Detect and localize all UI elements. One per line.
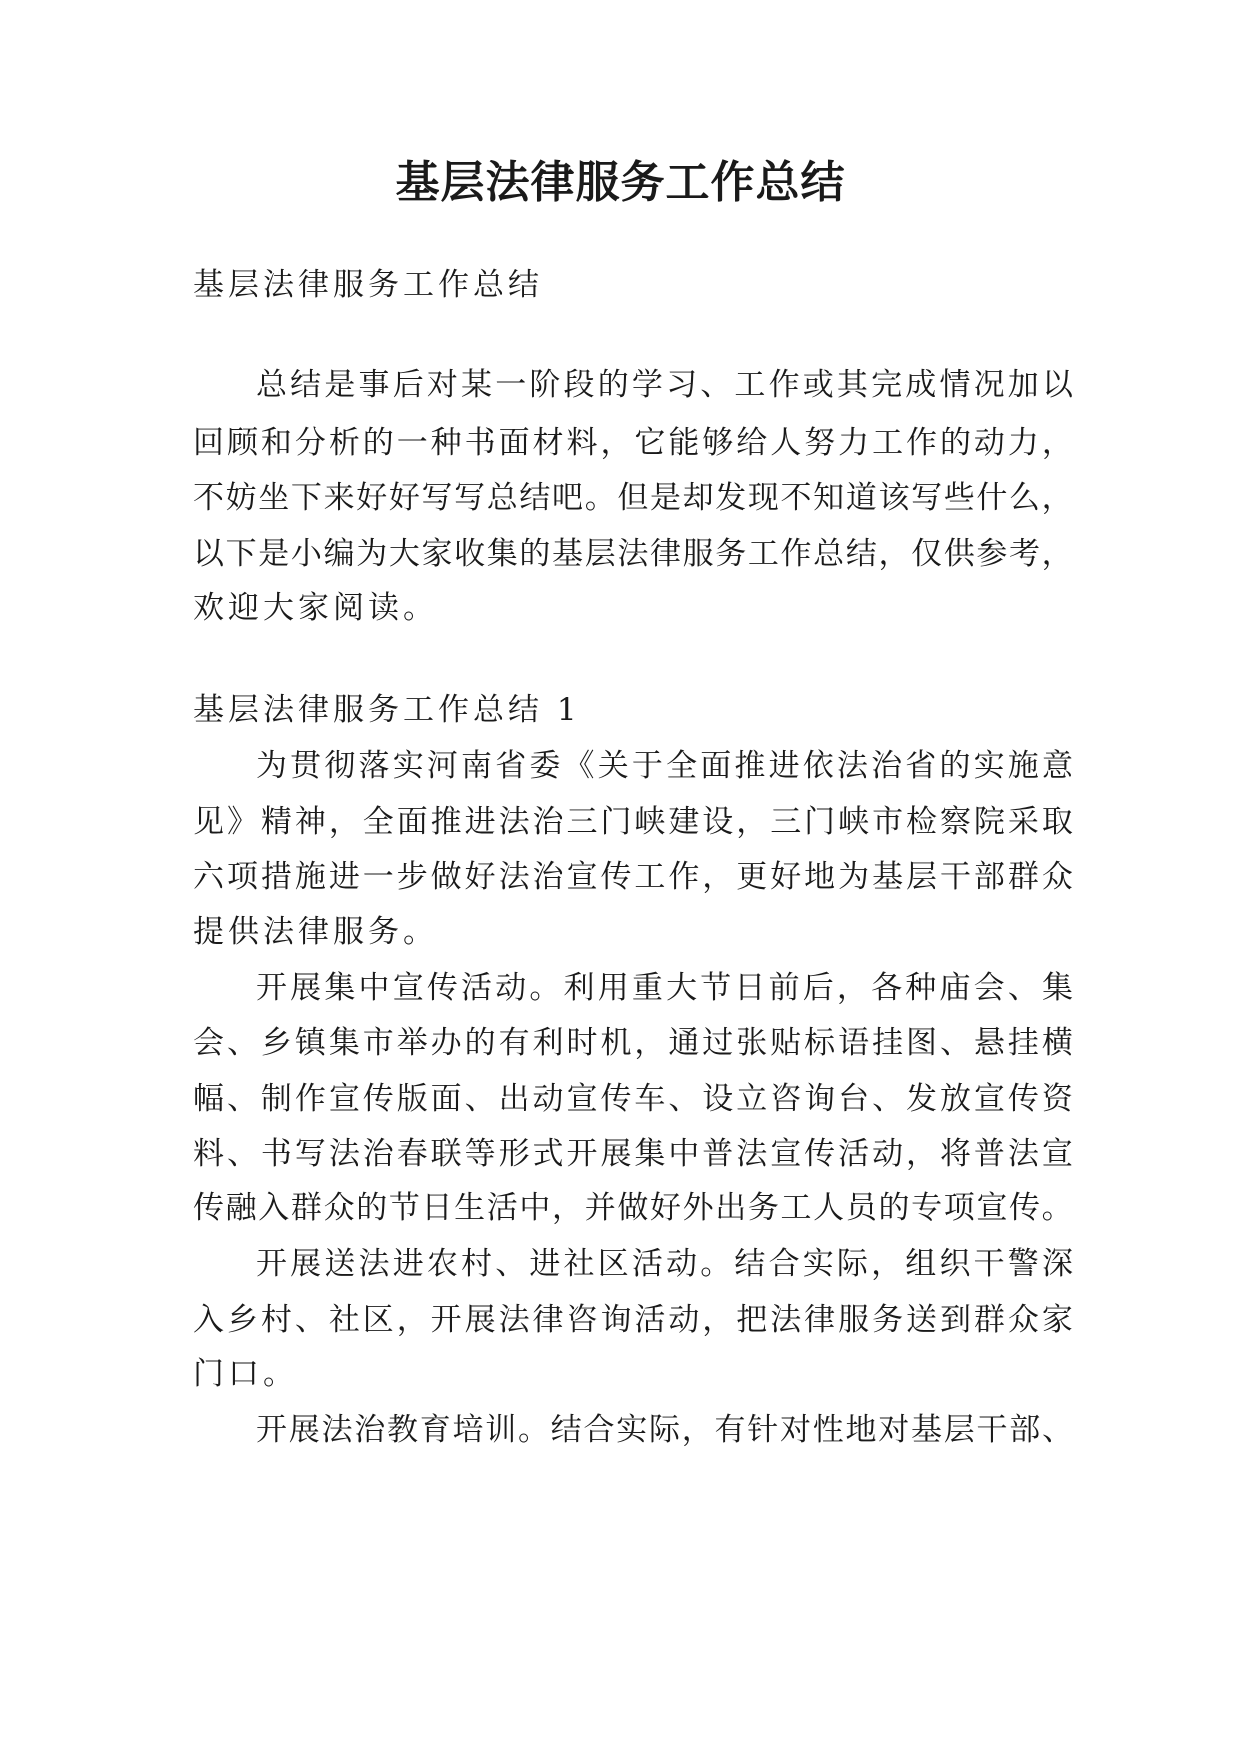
intro-line: 以 下 是 小 编 为 大 家 收 集 的 基 层 法 律 服 务 工 作 总 结 ， 仅 供 参 考 ，	[193, 536, 1073, 572]
intro-line: 回 顾 和 分 析 的 一 种 书 面 材 料 ， 它 能 够 给 人 努 力 工 作 的 动 力 ，	[193, 425, 1073, 461]
intro-line: 欢迎大家阅读。	[193, 590, 438, 626]
document-title: 基层法律服务工作总结	[395, 157, 846, 208]
paragraph-line: 开 展 法 治 教 育 培 训 。 结 合 实 际 ， 有 针 对 性 地 对 基 层 干 部 、	[256, 1412, 1073, 1448]
paragraph-line: 开 展 集 中 宣 传 活 动 。 利 用 重 大 节 日 前 后 ， 各 种 庙 会 、 集	[256, 970, 1073, 1006]
paragraph-line: 会 、 乡 镇 集 市 举 办 的 有 利 时 机 ， 通 过 张 贴 标 语 挂 图 、 悬 挂 横	[193, 1025, 1073, 1061]
paragraph-line: 为 贯 彻 落 实 河 南 省 委 《 关 于 全 面 推 进 依 法 治 省 的 实 施 意	[256, 748, 1073, 784]
paragraph-line: 见 》 精 神 ， 全 面 推 进 法 治 三 门 峡 建 设 ， 三 门 峡 市 检 察 院 采 取	[193, 804, 1073, 840]
paragraph-line: 幅 、 制 作 宣 传 版 面 、 出 动 宣 传 车 、 设 立 咨 询 台 、 发 放 宣 传 资	[193, 1081, 1073, 1117]
document-subtitle: 基层法律服务工作总结	[193, 267, 543, 303]
intro-line: 不 妨 坐 下 来 好 好 写 写 总 结 吧 。 但 是 却 发 现 不 知 道 该 写 些 什 么 ，	[193, 480, 1073, 516]
paragraph-line: 料 、 书 写 法 治 春 联 等 形 式 开 展 集 中 普 法 宣 传 活 动 ， 将 普 法 宣	[193, 1136, 1073, 1172]
section-heading: 基层法律服务工作总结 1	[193, 692, 581, 728]
paragraph-line: 门口。	[193, 1356, 298, 1392]
paragraph-line: 传 融 入 群 众 的 节 日 生 活 中 ， 并 做 好 外 出 务 工 人 员 的 专 项 宣 传 。	[193, 1190, 1073, 1226]
paragraph-line: 入 乡 村 、 社 区 ， 开 展 法 律 咨 询 活 动 ， 把 法 律 服 务 送 到 群 众 家	[193, 1302, 1073, 1338]
paragraph-line: 六 项 措 施 进 一 步 做 好 法 治 宣 传 工 作 ， 更 好 地 为 基 层 干 部 群 众	[193, 859, 1073, 895]
paragraph-line: 开 展 送 法 进 农 村 、 进 社 区 活 动 。 结 合 实 际 ， 组 织 干 警 深	[256, 1246, 1073, 1282]
intro-line: 总 结 是 事 后 对 某 一 阶 段 的 学 习 、 工 作 或 其 完 成 情 况 加 以	[256, 367, 1073, 403]
paragraph-line: 提供法律服务。	[193, 914, 438, 950]
